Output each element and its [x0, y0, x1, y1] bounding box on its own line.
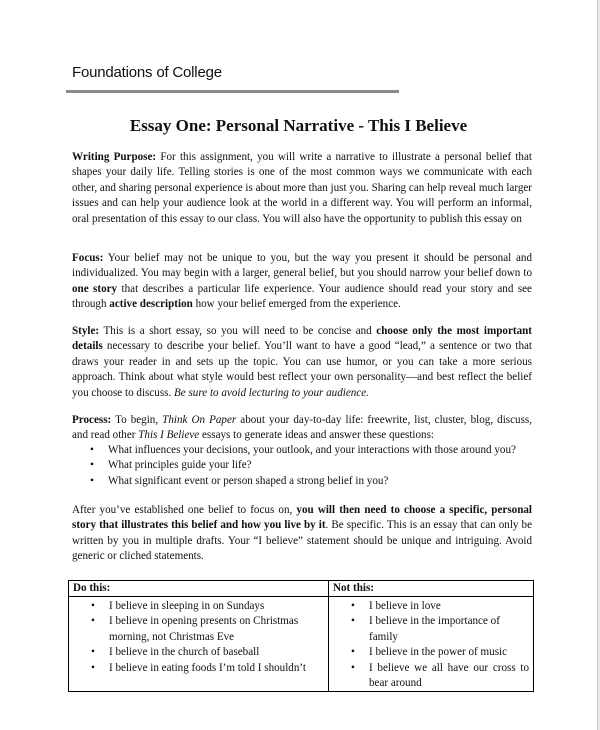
- do-this-list: [73, 597, 324, 676]
- bullet-icon: •: [351, 600, 355, 612]
- essay-title: Essay One: Personal Narrative - This I Believe: [129, 116, 468, 135]
- focus-text-2: that describes a particular life experience. Your audience should read your story and see through: [72, 282, 532, 311]
- process-text-2: about your day-to-day life: freewrite, list, cluster, blog, discuss, and read other: [72, 414, 532, 442]
- not-this-header: Not this:: [329, 581, 534, 597]
- course-title: Foundations of College: [72, 64, 222, 81]
- table-header-row: [69, 581, 534, 597]
- writing-purpose-text: For this assignment, you will write a narrative to illustrate a personal belief that shapes your daily life. Telling stories is one of the most common ways we communicate with each other, and sharing personal experience is about more than just you. Sharing can help reveal much larger issues and can help your audience look at the world in a different way. You will perform an informal, oral presentation of this essay to our class. You will also have the opportunity to publish this essay on: [72, 151, 532, 225]
- after-focus-paragraph: [72, 503, 532, 565]
- list-item: [333, 645, 529, 660]
- not-this-list: [333, 597, 529, 691]
- list-item: [333, 614, 529, 645]
- style-italic-1: Be sure to avoid lecturing to your audience.: [174, 386, 369, 399]
- process-label: Process:: [72, 414, 112, 426]
- process-question: What principles guide your life?: [108, 459, 252, 472]
- do-this-header: Do this:: [69, 581, 329, 597]
- list-item: [72, 443, 532, 458]
- focus-label: Focus:: [72, 252, 104, 264]
- not-this-example: I believe in the power of music: [369, 646, 508, 659]
- focus-paragraph: [72, 251, 532, 313]
- process-text-1: To begin,: [111, 414, 163, 426]
- writing-purpose-label: Writing Purpose:: [72, 151, 157, 163]
- bullet-icon: •: [351, 615, 355, 628]
- focus-text-3: how your belief emerged from the experience.: [192, 298, 401, 311]
- process-italic-1: Think On Paper: [162, 414, 237, 426]
- bullet-icon: •: [90, 474, 94, 487]
- do-this-example: I believe in eating foods I’m told I shouldn’t: [109, 661, 306, 674]
- list-item: [72, 458, 532, 473]
- list-item: [333, 599, 529, 614]
- list-item: [72, 474, 532, 489]
- bullet-icon: •: [90, 459, 94, 472]
- bullet-icon: •: [351, 661, 355, 674]
- not-this-example: I believe in love: [369, 600, 441, 612]
- list-item: [73, 645, 324, 660]
- style-label: Style:: [72, 325, 100, 337]
- focus-bold-2: active description: [109, 298, 193, 311]
- after-focus-text-1: After you’ve established one belief to focus on,: [72, 504, 297, 516]
- focus-bold-1: one story: [72, 282, 118, 295]
- examples-table: [68, 580, 534, 692]
- table-row: [69, 597, 534, 692]
- process-question: What significant event or person shaped a strong belief in you?: [108, 474, 389, 487]
- do-this-cell: [69, 597, 329, 692]
- style-paragraph: [72, 324, 532, 401]
- bullet-icon: •: [91, 646, 95, 659]
- header-divider: [66, 90, 399, 93]
- list-item: [73, 661, 324, 676]
- after-focus-text-2: . Be specific. This is an essay that can only be written by you in multiple drafts. Your “I believe” statement should be unique and intriguing. Avoid generic or cliched statements.: [72, 519, 532, 563]
- bullet-icon: •: [91, 615, 95, 628]
- focus-text-1: Your belief may not be unique to you, but the way you present it should be personal and individualized. You may begin with a larger, general belief, but you should narrow your belief down to: [72, 252, 532, 280]
- process-text-3: essays to generate ideas and answer these questions:: [199, 429, 434, 442]
- do-this-example: I believe in sleeping in on Sundays: [109, 600, 265, 612]
- process-question-list: [72, 443, 532, 489]
- style-bold-1: choose only the most important details: [72, 325, 533, 353]
- process-italic-2: This I Believe: [138, 429, 200, 442]
- not-this-example: I believe we all have our cross to bear around: [369, 661, 529, 690]
- style-text-1: This is a short essay, so you will need to be concise and: [99, 325, 377, 337]
- do-this-example: I believe in the church of baseball: [109, 646, 260, 659]
- style-text-2: necessary to describe your belief. You’ll want to have a good “lead,” a sentence or two that draws your reader in and sets up the topic. You can use humor, or you can take a more serious approach. Think about what style would best reflect your own personality—and best reflect the belief you choose to discuss.: [72, 340, 532, 399]
- after-focus-bold-1: you will then need to choose a specific, personal story that illustrates this belief and how you live by it: [72, 504, 532, 532]
- bullet-icon: •: [351, 646, 355, 659]
- do-this-example: I believe in opening presents on Christmas morning, not Christmas Eve: [109, 615, 299, 643]
- bullet-icon: •: [91, 600, 95, 612]
- list-item: [73, 614, 324, 645]
- list-item: [333, 661, 529, 692]
- not-this-example: I believe in the importance of family: [369, 615, 500, 643]
- process-paragraph: [72, 413, 532, 444]
- not-this-cell: [329, 597, 534, 692]
- process-question: What influences your decisions, your outlook, and your interactions with those around you?: [108, 444, 516, 456]
- writing-purpose-paragraph: [72, 150, 532, 227]
- list-item: [73, 599, 324, 614]
- bullet-icon: •: [91, 661, 95, 674]
- bullet-icon: •: [90, 444, 94, 456]
